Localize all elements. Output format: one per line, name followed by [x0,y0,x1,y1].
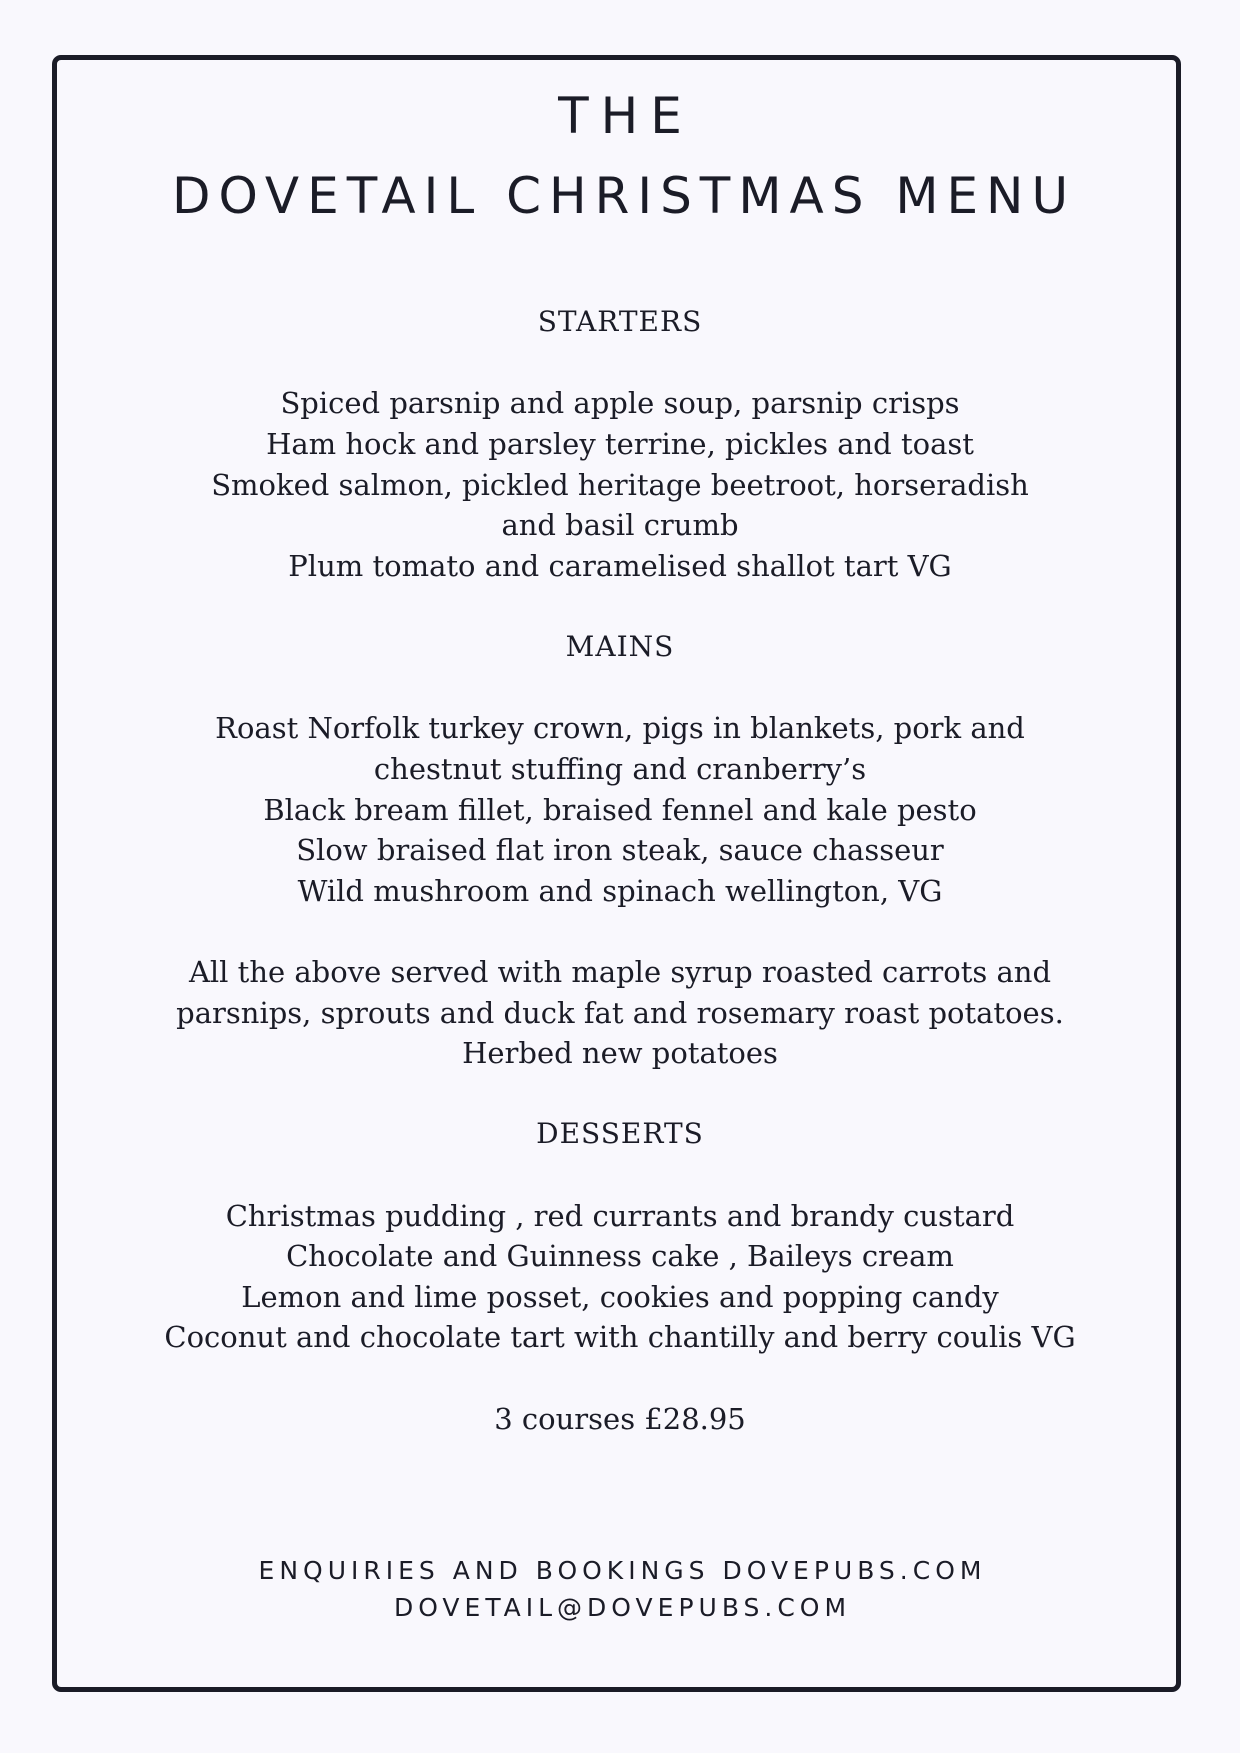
email-address: DOVETAIL@DOVEPUBS.COM [393,1593,852,1622]
starter-item: Ham hock and parsley terrine, pickles and toast [266,427,974,461]
dessert-item: Lemon and lime posset, cookies and popping candy [241,1280,999,1314]
dessert-item: Christmas pudding , red currants and brandy custard [225,1199,1015,1233]
dessert-item: Chocolate and Guinness cake , Baileys cream [286,1239,954,1273]
sides-note: parsnips, sprouts and duck fat and rosemary roast potatoes. [176,996,1064,1030]
main-item: Roast Norfolk turkey crown, pigs in blankets, pork and [215,711,1025,745]
sides-note: All the above served with maple syrup roasted carrots and [188,955,1052,989]
mains-heading: MAINS [565,630,675,663]
desserts-heading: DESSERTS [536,1117,704,1150]
starter-item: and basil crumb [501,508,739,542]
main-item: Wild mushroom and spinach wellington, VG [297,874,943,908]
starter-item: Spiced parsnip and apple soup, parsnip crisps [280,386,960,420]
main-item: Black bream fillet, braised fennel and kale pesto [263,793,977,827]
enquiries-line: ENQUIRIES AND BOOKINGS DOVEPUBS.COM [258,1556,987,1585]
menu-title-the: THE [558,87,694,145]
price: 3 courses £28.95 [494,1402,746,1436]
starter-item: Plum tomato and caramelised shallot tart VG [288,549,952,583]
sides-note: Herbed new potatoes [462,1036,778,1070]
main-item: chestnut stuffing and cranberry’s [373,752,867,786]
starter-item: Smoked salmon, pickled heritage beetroot, horseradish [211,468,1029,502]
main-item: Slow braised flat iron steak, sauce chasseur [296,833,944,867]
dessert-item: Coconut and chocolate tart with chantilly and berry coulis VG [164,1320,1076,1354]
starters-heading: STARTERS [537,305,703,338]
menu-title: DOVETAIL CHRISTMAS MENU [171,167,1077,225]
